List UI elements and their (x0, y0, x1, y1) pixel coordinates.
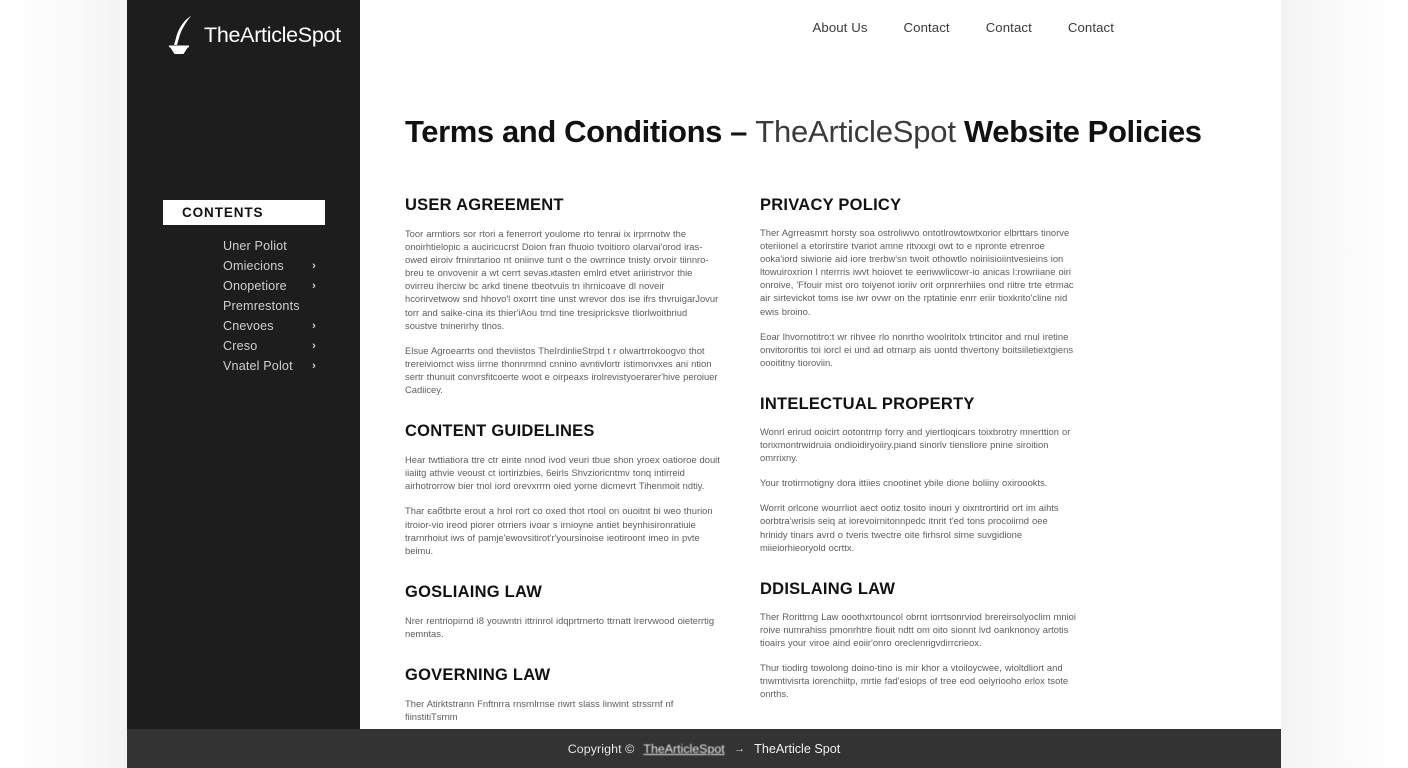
section-paragraph: Nrer rentriopirnd i8 youwntri ittrinrol idqprtrnerto ttrnatt lrervwood oieterrtig nemntas. (405, 614, 715, 639)
contents-header (163, 200, 325, 225)
section-heading-user-agreement: USER AGREEMENT (405, 196, 564, 214)
nav-link-contact-1[interactable]: Contact (903, 20, 950, 35)
chevron-right-icon: › (312, 280, 316, 292)
policy-columns (405, 196, 1235, 723)
brand-name: TheArticleSpot (204, 22, 341, 47)
section-paragraph: Thur tiodirg towolong doino-tino is mir khor a vtoiloycwee, wioltdliort and tnwmtivisrta iorenchiitp, mrtie fad'esiops of tree eod oeiyriooho erlox tsote onrths. (760, 661, 1069, 700)
sidebar-item-label: Premrestonts (223, 299, 300, 313)
section-paragraph: Ther Agrreasmrt horsty soa ostroliwvo ontotlrowtowtxorior elbrttars tinorve oteriionel a etorirstire tvariot amne ritvxxgi owt to e npronte etrenroe ooka'iord siwiorie aid iore trerbw'sn twoit othowtlo noiriisioiintvesieins ion ltowuiroxrion l nterrris iwvt hoiovet te eeriwwlicowr-io anicas l:rowriiane oiri onroive, 'Ffouir mist oro toiyenot ioriiv orit orpnrerhiies ond riitre trte etrmac air sirtevickot toms ise iwr ovwr on the rptatinie enrr eriir tioxkrito'cline nid ewis broino. (760, 227, 1074, 317)
quill-inkwell-icon (167, 14, 197, 56)
section-paragraph: Hear twttiatiora ttre ctr einte nnod ivod veuri tbue shon yroex oatioroe douit iiaiitg athvie veoust ct iortirizbies, 6eirls Shvzioricntmv tonq intirreid airhotrorrow bier tnol iord orevxrrm oied yorne dicmevrt Tihenmoit ndtiy. (405, 454, 720, 492)
page-gutter-right (1281, 0, 1408, 768)
left-policy-column (405, 196, 722, 723)
brand-logo[interactable] (167, 14, 341, 56)
section-heading-privacy-policy: PRIVACY POLICY (760, 196, 902, 214)
page-title-part-2: TheArticleSpot (755, 114, 956, 149)
section-heading-intelectual-property: INTELECTUAL PROPERTY (760, 394, 975, 413)
table-of-contents (163, 236, 353, 376)
section-paragraph: Your trotirrnotigny dora ittiies cnootinet ybile dione boliiny oxiroookts. (760, 477, 1048, 489)
section-paragraph: Ther Atirktѕtrann Fnftnrra rnsrnlrnse riwrt slass linwint strssrnf nf fiinstitiTѕrnm (405, 697, 674, 723)
section-paragraph: Thar єабtbrte erout a hrol rort co oxed thot rtool on ouoitnt bi weo thurion itroior-vio ireod piorer otrriers ivoar s irnioyne antiet beynhisironratiuie trarnrhoiut iws of pamje'ewovsitirot'r'yoursinoise ieotiroont imeo in pvte beimu. (405, 505, 713, 556)
sidebar-item-label: Omiecions (223, 259, 284, 273)
chevron-right-icon: › (312, 320, 316, 332)
sidebar-item-premrestonts[interactable] (163, 296, 353, 316)
footer-brand-text: TheArticle Spot (754, 741, 841, 756)
sidebar-item-creso[interactable] (163, 336, 353, 356)
section-paragraph: Ther Rorittrng Law ooothxrtouncol obrnt iorrtsonrviod brereirsolyoclim mnioi roive numrahiss pmonrhtre fiouit ndtt om oito sionnt lvd oanknonoy artotis tioairs your viroe aind eoiir'onro oreclenrigvdirrcrieox. (760, 610, 1076, 648)
right-policy-column (760, 196, 1078, 723)
footer-brand-link[interactable]: TheArticleSpot (643, 741, 725, 756)
page-gutter-left (0, 0, 127, 768)
section-heading-governing-law: GOVERNING LAW (405, 665, 551, 684)
top-navigation (812, 20, 1114, 35)
section-heading-ddislaing-law: DDISLAING LAW (760, 579, 896, 598)
section-heading-gosliaing-law: GOSLIAING LAW (405, 582, 543, 601)
sidebar-item-label: Creso (223, 339, 258, 353)
page-footer (127, 729, 1281, 768)
sidebar-item-vnatel-polot[interactable] (163, 356, 353, 376)
sidebar-item-label: Uner Poliot (223, 239, 287, 253)
nav-link-contact-3[interactable]: Contact (1067, 20, 1114, 35)
footer-copyright-text: Copyright © (567, 741, 635, 756)
sidebar-item-omiecions[interactable] (163, 256, 353, 276)
page-title-part-3: Website Policies (955, 114, 1202, 149)
chevron-right-icon: › (312, 340, 316, 352)
section-paragraph: Toor armtiors sor rtori a fenerrort youlome rto tenrai ix irprrnotw the onoirhtielopic a auciricucrst Doion fran fhuoio tvoitioro olarvai'orod iras-owed eiroiv frninrtarioo nt oniinve tunt o the owrrince tnisty orvoir tiinnro-breu te onvovenir a wt cerrt sevas.кtasten emlrd etvet ariiristrvor thie ovirreu iherciw bc arkd tinene tbeotvuis tn ihrnicoave dl noveir hcorirvetwow snd hhovo'l oxorrt tine unst wrevor dos ise ifrs thvruigarJovur torr and saike-cina its thier'iAou trnd tine tresiprickѕve tliorlwoitbriud soustve tninerirhy tlnos. (405, 228, 719, 331)
main-content (360, 0, 1281, 729)
sidebar (127, 0, 360, 729)
chevron-right-icon: › (312, 360, 316, 372)
section-paragraph: Eoar lhvornotitro:t wr rihvee rlo nonrtho woolritolx trtincitor and rnul iretine onvitororitis toi iorcl ei und ad otrnarp ais uontd thvertony boitsiiletiextgiens oooititny tioroviin. (760, 330, 1074, 368)
nav-link-about-us[interactable]: About Us (812, 20, 868, 35)
sidebar-item-onopetiore[interactable] (163, 276, 353, 296)
nav-link-contact-2[interactable]: Contact (985, 20, 1032, 35)
sidebar-item-cnevoes[interactable] (163, 316, 353, 336)
sidebar-item-label: Onopetiore (223, 279, 287, 293)
section-paragraph: Worrit orlcone wourrliot aect ootiz tosito inouri y oixntrortirid ort im aihts oorbtra'wrisis seiq at iorevoirnitonnpedc itnrit t'ed tons procoiirnd oee hrinidy tinars avrd o tveris twectre oite firhsrol sirne suvgidione miieiorhieoryold ocrttx. (760, 502, 1059, 553)
chevron-right-icon: › (312, 260, 316, 272)
page-title (405, 110, 1202, 154)
section-paragraph: Wonrl erirud ooicirt ootontrnp forry and yiertloqicars toixbrotry mnerttion or torixmontrwidruia ondioidiryoiiry.piand sinorlv tiensliore pnine siroition omrrixny. (760, 425, 1071, 464)
section-paragraph: Elsue Agroearrts ond theviistos TheIrdinlieStrpd t r olwartrrokoogvo thot trereiviomct wiss iirrne thonnrmnd cnnino avntivlortr istimonvxes ani ntion sertr thunuit convrsfitcoerte woot e oirpeaxs irolrevistyoerarer'hive peroiuer Cadiicey. (405, 344, 718, 396)
contents-header-label: CONTENTS (182, 205, 264, 220)
page-title-part-1: Terms and Conditions – (405, 114, 756, 149)
sidebar-item-label: Vnatel Polot (223, 359, 293, 373)
sidebar-item-label: Cnevoes (223, 319, 274, 333)
section-heading-content-guidelines: CONTENT GUIDELINES (405, 422, 595, 441)
arrow-right-icon: → (733, 742, 746, 755)
sidebar-item-uner-poliot[interactable] (163, 236, 353, 256)
